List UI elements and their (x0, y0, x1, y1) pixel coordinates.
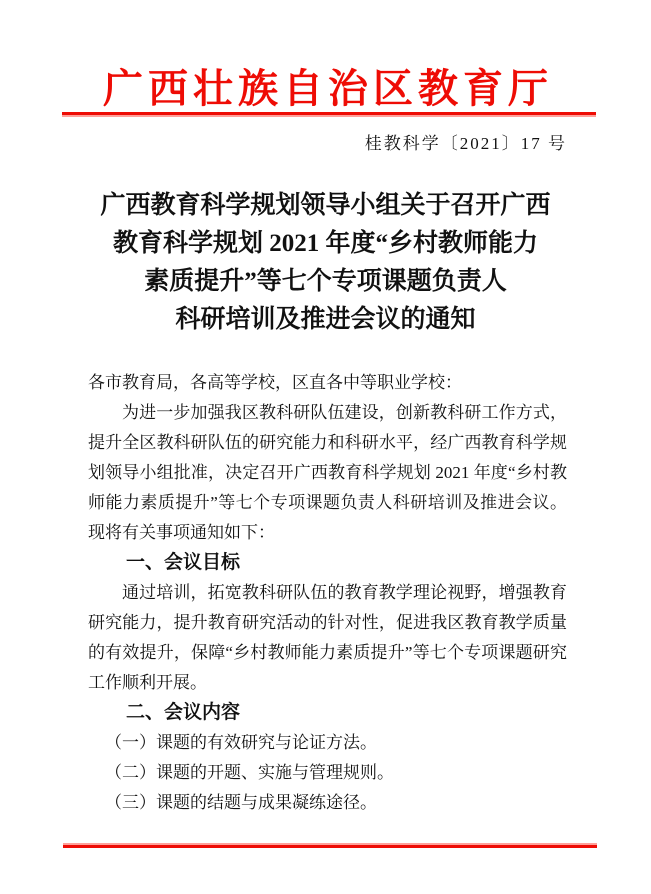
recipients-line: 各市教育局，各高等学校，区直各中等职业学校： (88, 373, 462, 392)
notice-body (88, 368, 567, 818)
section-1-paragraph: 通过培训，拓宽教科研队伍的教育教学理论视野，增强教育研究能力，提升教育研究活动的针对性，促进我区教育教学质量的有效提升，保障“乡村教师能力素质提升”等七个专项课题研究工作顺利开展。 (88, 583, 567, 692)
section-2-heading: 二、会议内容 (126, 702, 241, 723)
notice-title-line-2: 教育科学规划 2021 年度“乡村教师能力 (112, 230, 538, 257)
section-2-item-1: （一）课题的有效研究与论证方法。 (105, 733, 377, 752)
letterhead-rule-top (62, 112, 596, 117)
notice-title-line-3: 素质提升”等七个专项课题负责人 (144, 268, 507, 295)
section-2-item-3: （三）课题的结题与成果凝练途径。 (105, 793, 377, 812)
intro-paragraph: 为进一步加强我区教科研队伍建设，创新教科研工作方式，提升全区教科研队伍的研究能力和科研水平，经广西教育科学规划领导小组批准，决定召开广西教育科学规划 2021 年度“乡村教师能力素质提升”等七个专项课题负责人科研培训及推进会议。现将有关事项通知如下： (88, 403, 567, 542)
notice-title (0, 187, 651, 339)
section-1-heading: 一、会议目标 (126, 552, 241, 573)
notice-title-line-4: 科研培训及推进会议的通知 (175, 306, 476, 333)
doc-number: 桂教科学〔2021〕17 号 (364, 134, 567, 153)
section-2-item-2: （二）课题的开题、实施与管理规则。 (105, 763, 394, 782)
letterhead-org-title: 广西壮族自治区教育厅 (103, 66, 553, 111)
page-footer-rule (63, 843, 597, 848)
notice-title-line-1: 广西教育科学规划领导小组关于召开广西 (100, 192, 551, 219)
